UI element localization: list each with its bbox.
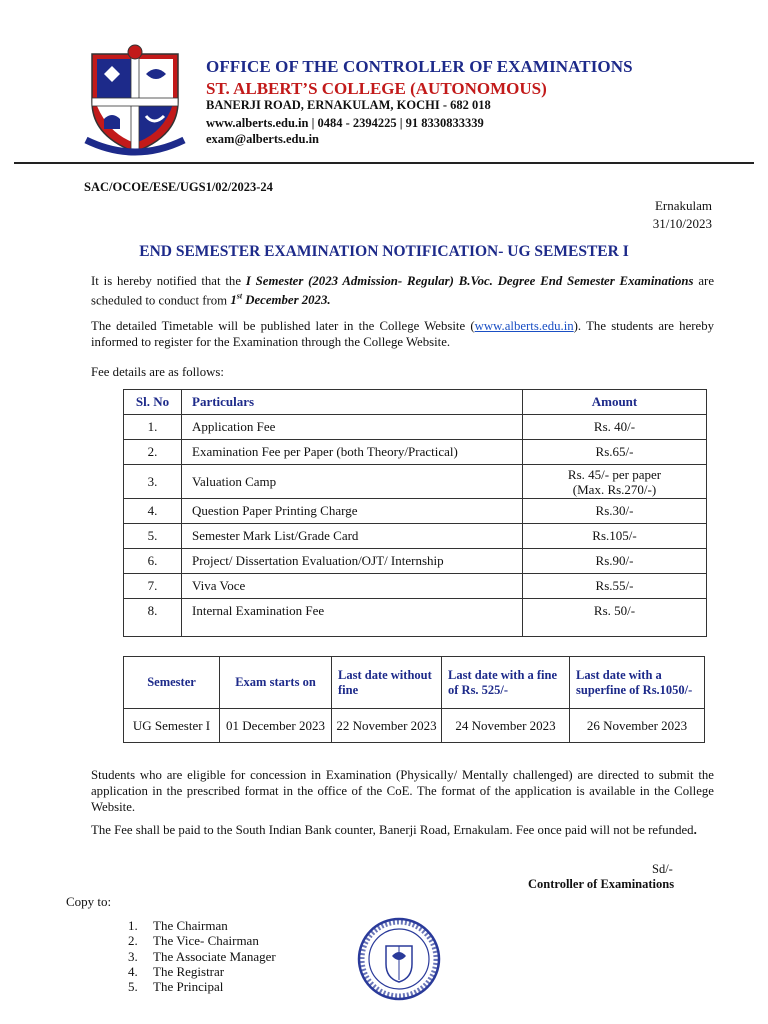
list-number: 2. [128,933,138,949]
fee-table-header [124,390,707,415]
amount [523,465,707,499]
list-text: The Principal [153,979,224,995]
particular: Application Fee [182,415,523,440]
college-contact: www.alberts.edu.in | 0484 - 2394225 | 91 8330833339 [206,116,484,130]
intro-day: 1 [230,293,237,308]
list-number: 3. [128,948,138,964]
sl-no: 3. [124,465,182,499]
table-row [124,499,707,524]
payment-paragraph [91,822,714,838]
list-item [128,964,276,979]
particular: Project/ Dissertation Evaluation/OJT/ Internship [182,549,523,574]
col-sl-no: Sl. No [124,390,182,415]
list-item [128,933,276,948]
concession-paragraph: Students who are eligible for concession in Examination (Physically/ Mentally challenged) are directed to submit the application in the prescribed format in the office of the CoE. The format of the application is available in the College Website. [91,768,714,814]
col-fine-date: Last date with a fine of Rs. 525/- [442,657,570,709]
sl-no: 4. [124,499,182,524]
table-row [124,524,707,549]
header-divider [14,162,754,164]
list-text: The Associate Manager [153,948,276,964]
sl-no: 8. [124,599,182,637]
list-number: 1. [128,918,138,933]
table-row [124,440,707,465]
intro-text-1: It is hereby notified that the [91,274,246,288]
col-amount: Amount [523,390,707,415]
last-date: 22 November 2023 [332,709,442,743]
college-name: ST. ALBERT’S COLLEGE (AUTONOMOUS) [206,79,547,98]
office-seal-icon [356,916,442,1002]
semester: UG Semester I [124,709,220,743]
intro-month-year: December 2023. [242,293,331,308]
amount: Rs.65/- [523,440,707,465]
schedule-table-header [124,657,705,709]
notification-title: END SEMESTER EXAMINATION NOTIFICATION- UG SEMESTER I [139,243,629,260]
particular: Valuation Camp [182,465,523,499]
col-last-date: Last date without fine [332,657,442,709]
schedule-table [123,656,705,743]
particular: Viva Voce [182,574,523,599]
table-row [124,415,707,440]
timetable-paragraph [91,318,714,350]
table-row [124,465,707,499]
particular: Semester Mark List/Grade Card [182,524,523,549]
amount: Rs. 40/- [523,415,707,440]
list-item [128,949,276,964]
list-text: The Registrar [153,963,225,979]
reference-number: SAC/OCOE/ESE/UGS1/02/2023-24 [84,180,273,194]
copy-to-label: Copy to: [66,894,112,909]
college-website-link[interactable]: www.alberts.edu.in [474,319,574,333]
particular: Examination Fee per Paper (both Theory/Practical) [182,440,523,465]
fine-date: 24 November 2023 [442,709,570,743]
amount: Rs.55/- [523,574,707,599]
superfine-date: 26 November 2023 [570,709,705,743]
col-superfine-date: Last date with a superfine of Rs.1050/- [570,657,705,709]
signatory-designation: Controller of Examinations [528,877,675,891]
amount: Rs. 50/- [523,599,707,637]
college-crest-icon [84,44,186,156]
intro-text-2: are scheduled to conduct from [91,274,714,308]
sl-no: 6. [124,549,182,574]
list-number: 5. [128,979,138,995]
sl-no: 7. [124,574,182,599]
timetable-text-2: ). The students are hereby informed to register for the Examination through the College Website. [91,319,714,349]
timetable-text-1: The detailed Timetable will be published later in the College Website ( [91,319,475,333]
intro-day-suffix: st [236,292,243,301]
payment-period: . [693,823,697,837]
copy-to-list [128,918,276,994]
col-particulars: Particulars [182,390,523,415]
list-text: The Chairman [153,918,228,933]
amount-line-1: Rs. 45/- per paper [567,466,662,482]
particular: Question Paper Printing Charge [182,499,523,524]
table-row [124,599,707,637]
college-email[interactable]: exam@alberts.edu.in [206,132,320,146]
amount-line-2: (Max. Rs.270/-) [572,481,657,497]
amount: Rs.105/- [523,524,707,549]
amount: Rs.90/- [523,549,707,574]
col-exam-start: Exam starts on [220,657,332,709]
fee-table [123,389,707,637]
college-address: BANERJI ROAD, ERNAKULAM, KOCHI - 682 018 [206,98,491,112]
signature-sd: Sd/- [652,862,673,876]
place: Ernakulam [654,198,712,213]
intro-exam-name: I Semester (2023 Admission- Regular) B.Voc. Degree End Semester Examinations [245,274,694,288]
table-row [124,549,707,574]
office-title: OFFICE OF THE CONTROLLER OF EXAMINATIONS [206,57,633,76]
payment-text: The Fee shall be paid to the South Indian Bank counter, Banerji Road, Ernakulam. Fee once paid will not be refunded [91,823,694,837]
list-item [128,979,276,994]
intro-paragraph [91,273,714,308]
notice-date: 31/10/2023 [652,216,712,231]
sl-no: 5. [124,524,182,549]
amount: Rs.30/- [523,499,707,524]
list-number: 4. [128,963,138,979]
sl-no: 1. [124,415,182,440]
table-row [124,574,707,599]
particular: Internal Examination Fee [182,599,523,637]
sl-no: 2. [124,440,182,465]
exam-start-date: 01 December 2023 [220,709,332,743]
fee-intro: Fee details are as follows: [91,365,224,379]
list-item [128,918,276,933]
list-text: The Vice- Chairman [153,933,259,949]
col-semester: Semester [124,657,220,709]
table-row [124,709,705,743]
